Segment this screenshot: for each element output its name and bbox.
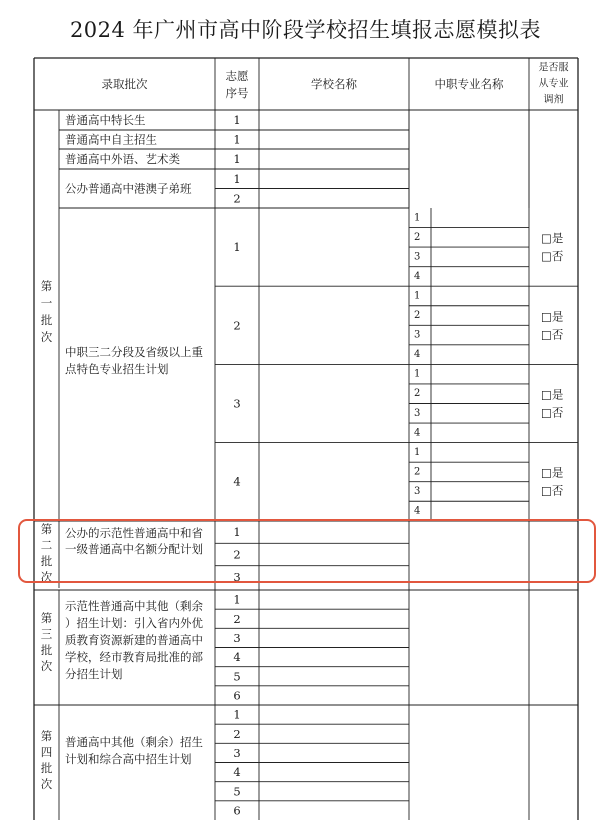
order-number: 3 bbox=[233, 396, 241, 411]
major-number: 1 bbox=[414, 446, 421, 458]
major-number: 4 bbox=[414, 427, 421, 439]
order-number: 1 bbox=[233, 707, 241, 722]
obey-yes-checkbox: □是 bbox=[541, 309, 564, 324]
order-number: 3 bbox=[233, 569, 241, 584]
batch1-plan-name: 普通高中特长生 bbox=[65, 113, 146, 127]
svg-text:中职三二分段及省级以上重点特色专业招生计划: 中职三二分段及省级以上重点特色专业招生计划 bbox=[65, 345, 203, 376]
major-number: 4 bbox=[414, 270, 421, 282]
batch1-label bbox=[41, 279, 53, 344]
order-number: 1 bbox=[233, 113, 241, 127]
header-order: 序号 bbox=[225, 86, 249, 100]
order-number: 2 bbox=[233, 547, 241, 562]
header-obey: 是否服 bbox=[538, 62, 569, 74]
obey-no-checkbox: □否 bbox=[541, 327, 564, 342]
order-number: 1 bbox=[233, 525, 241, 540]
major-number: 1 bbox=[414, 368, 421, 380]
order-number: 2 bbox=[233, 726, 241, 741]
batch4-label bbox=[41, 729, 53, 791]
batch1-plan-name: 普通高中自主招生 bbox=[65, 132, 157, 147]
major-number: 2 bbox=[414, 310, 421, 322]
obey-no-checkbox: □否 bbox=[541, 249, 564, 264]
major-number: 3 bbox=[414, 329, 421, 341]
svg-text:第三批次: 第三批次 bbox=[40, 611, 53, 673]
order-number: 1 bbox=[233, 152, 241, 166]
header-batch: 录取批次 bbox=[101, 77, 148, 91]
major-number: 2 bbox=[414, 466, 421, 478]
major-number: 1 bbox=[414, 212, 421, 224]
obey-yes-checkbox: □是 bbox=[541, 387, 564, 402]
batch1-vocational-plan-name bbox=[65, 345, 203, 376]
obey-no-checkbox: □否 bbox=[541, 483, 564, 498]
batch3-plan-name bbox=[65, 599, 203, 681]
header-school: 学校名称 bbox=[311, 77, 357, 91]
batch1-plan-name: 公办普通高中港澳子弟班 bbox=[65, 181, 192, 196]
svg-text:第一批次: 第一批次 bbox=[40, 279, 53, 344]
major-number: 3 bbox=[414, 251, 421, 263]
order-number: 2 bbox=[233, 191, 241, 206]
major-number: 4 bbox=[414, 505, 421, 517]
major-number: 3 bbox=[414, 407, 421, 419]
order-number: 1 bbox=[233, 240, 241, 255]
header-order: 志愿 bbox=[225, 69, 249, 83]
svg-text:示范性普通高中其他（剩余）招生计划：引入省内外优质教育资源新: 示范性普通高中其他（剩余）招生计划：引入省内外优质教育资源新建的普通高中学校，经市教育局批准的部分招生计划 bbox=[65, 599, 203, 681]
order-number: 1 bbox=[233, 592, 241, 607]
order-number: 4 bbox=[233, 650, 241, 665]
page-title: 2024 年广州市高中阶段学校招生填报志愿模拟表 bbox=[69, 18, 542, 42]
header-obey: 调剂 bbox=[543, 94, 564, 106]
order-number: 4 bbox=[233, 474, 241, 489]
obey-no-checkbox: □否 bbox=[541, 405, 564, 420]
major-number: 2 bbox=[414, 388, 421, 400]
order-number: 1 bbox=[233, 132, 241, 147]
svg-text:普通高中其他（剩余）招生计划和综合高中招生计划: 普通高中其他（剩余）招生计划和综合高中招生计划 bbox=[65, 735, 203, 766]
major-number: 1 bbox=[414, 290, 421, 302]
batch1-plan-name: 普通高中外语、艺术类 bbox=[65, 152, 180, 166]
order-number: 2 bbox=[233, 611, 241, 626]
major-number: 4 bbox=[414, 349, 421, 361]
highlight-box bbox=[18, 519, 596, 583]
order-number: 4 bbox=[233, 765, 241, 780]
order-number: 5 bbox=[233, 669, 241, 684]
order-number: 5 bbox=[233, 784, 241, 799]
svg-text:公办的示范性普通高中和省一级普通高中名额分配计划: 公办的示范性普通高中和省一级普通高中名额分配计划 bbox=[65, 526, 203, 556]
obey-yes-checkbox: □是 bbox=[541, 465, 564, 480]
svg-text:第二批次: 第二批次 bbox=[40, 522, 53, 584]
major-number: 2 bbox=[414, 231, 421, 243]
batch4-plan-name bbox=[65, 735, 203, 766]
order-number: 1 bbox=[233, 171, 241, 186]
header-major: 中职专业名称 bbox=[434, 77, 504, 91]
obey-yes-checkbox: □是 bbox=[541, 231, 564, 246]
header-obey: 从专业 bbox=[538, 78, 569, 90]
order-number: 3 bbox=[233, 630, 241, 645]
order-number: 2 bbox=[233, 318, 241, 333]
order-number: 3 bbox=[233, 745, 241, 760]
svg-text:第四批次: 第四批次 bbox=[40, 729, 53, 791]
order-number: 6 bbox=[233, 688, 241, 703]
batch3-label bbox=[41, 611, 53, 673]
order-number: 6 bbox=[233, 803, 241, 818]
major-number: 3 bbox=[414, 485, 421, 497]
